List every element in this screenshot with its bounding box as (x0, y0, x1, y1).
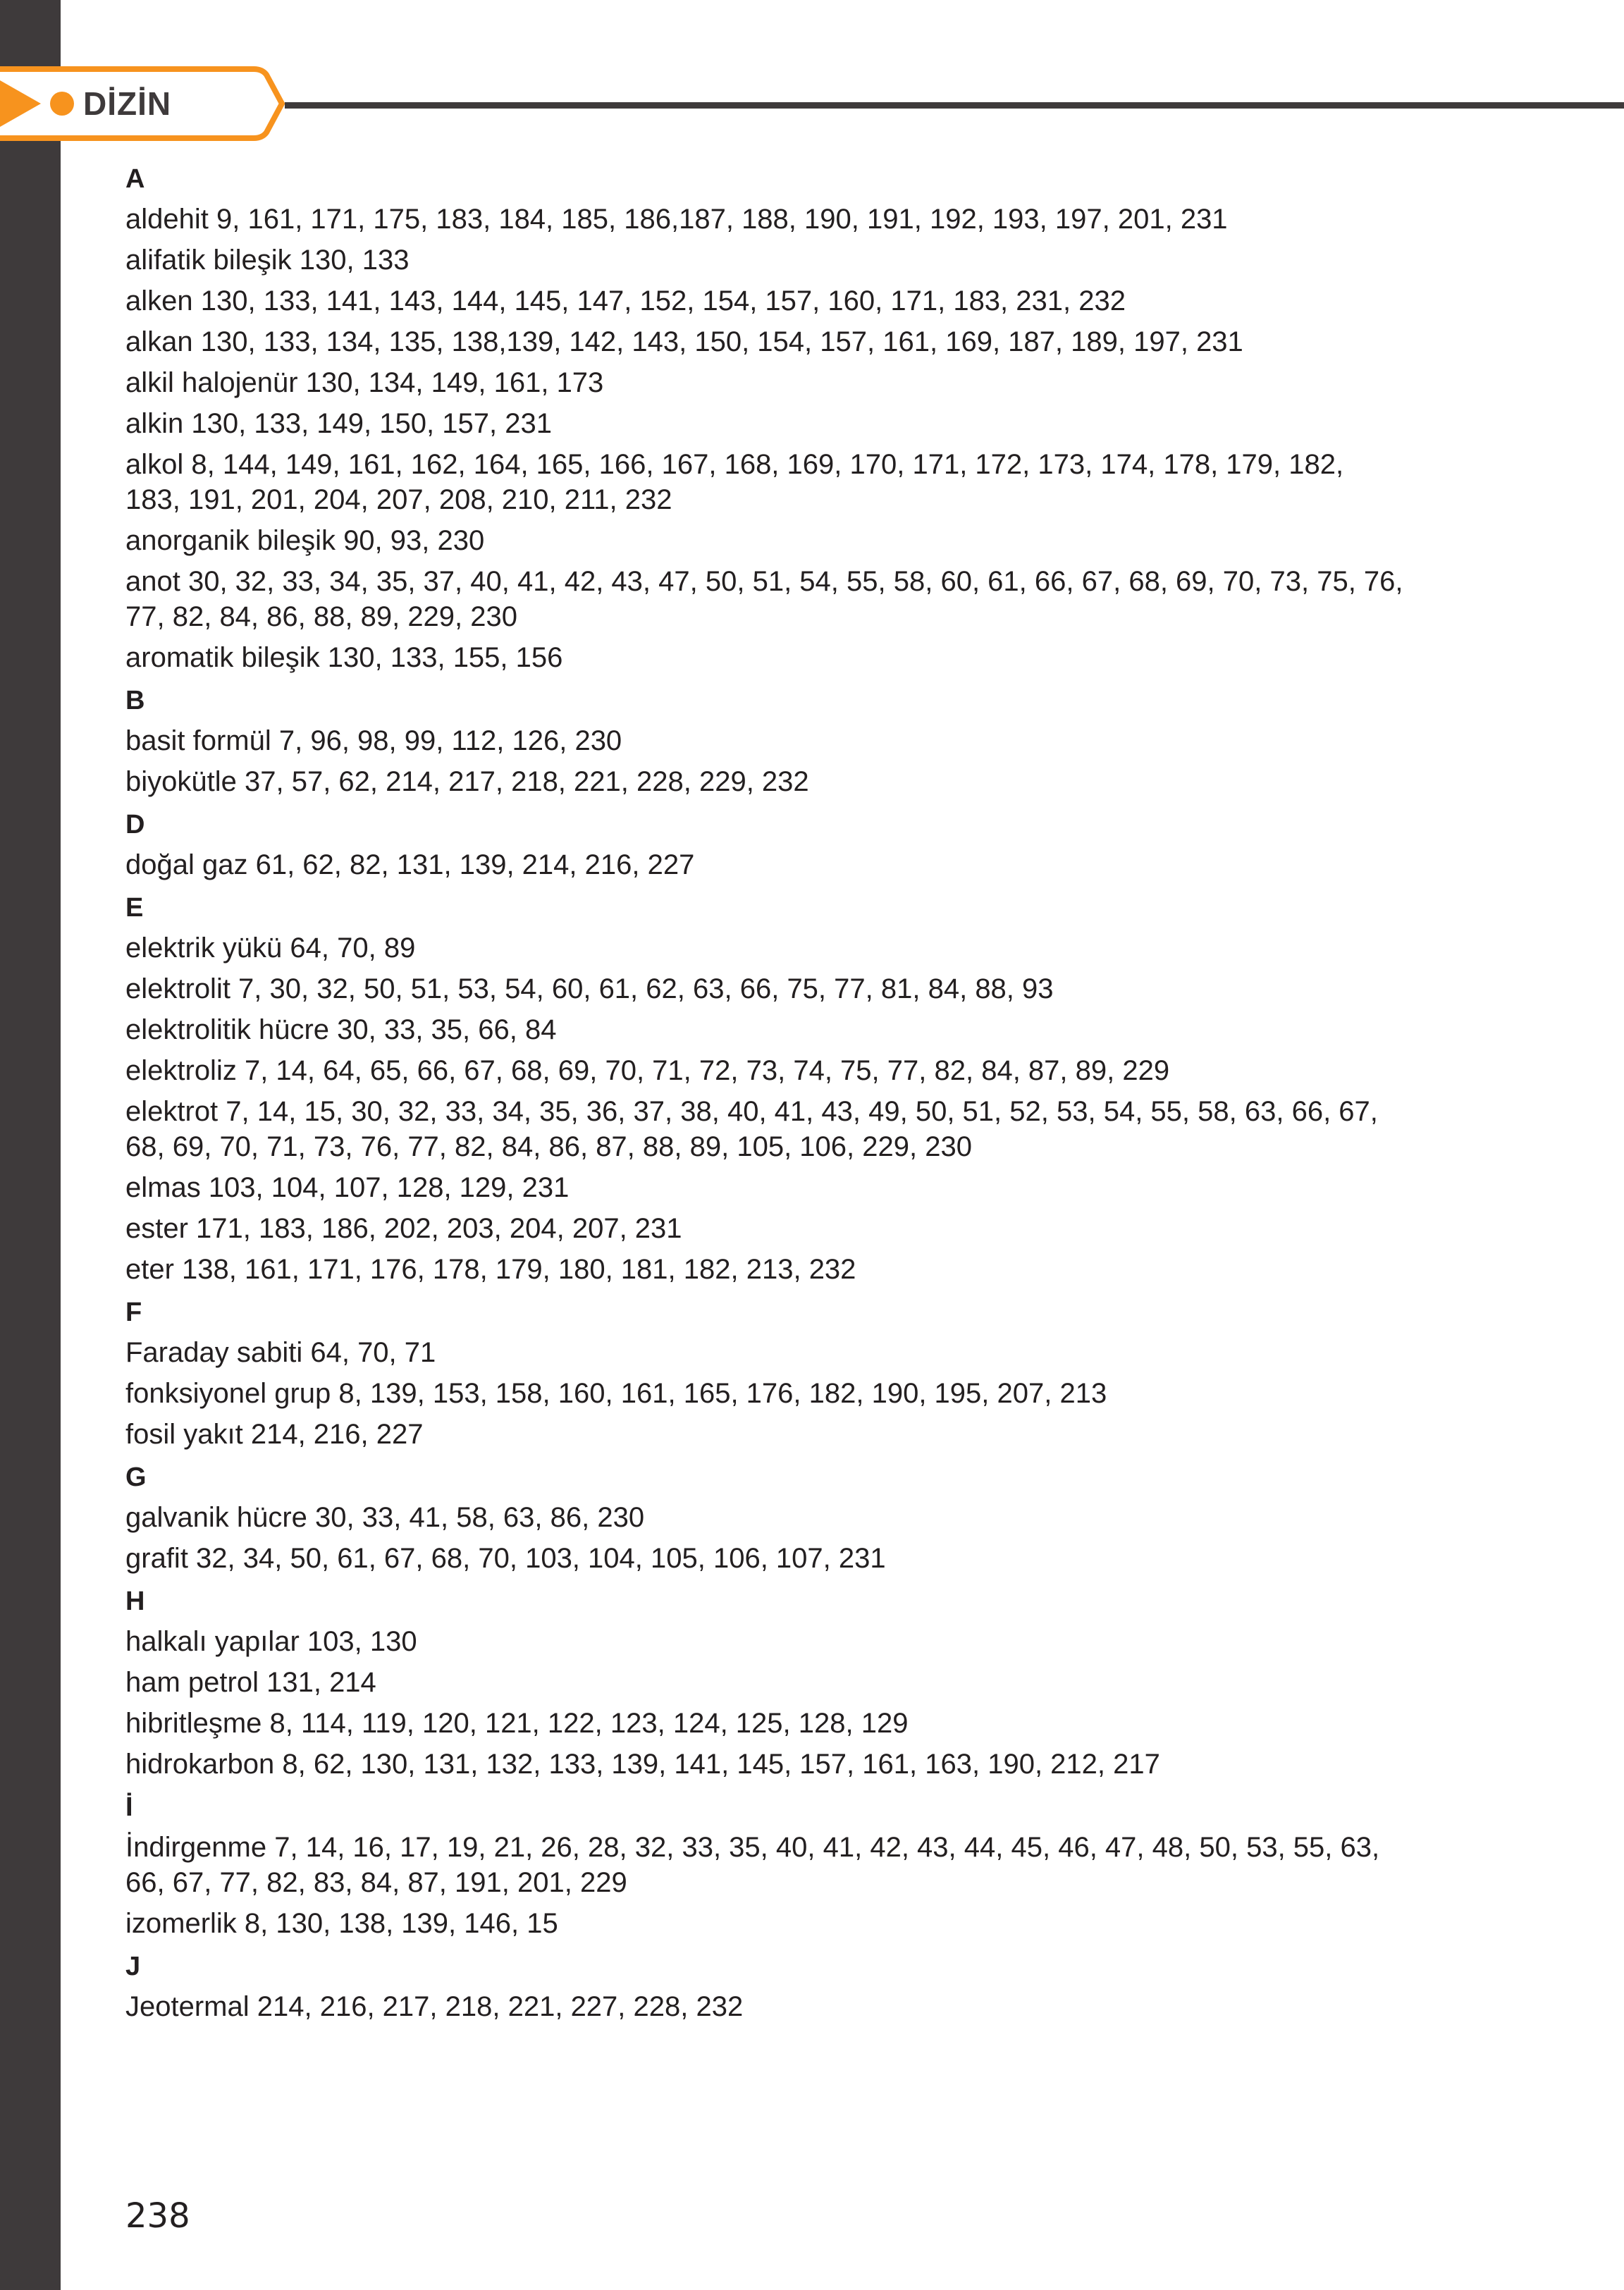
index-entry: elektrik yükü 64, 70, 89 (125, 932, 416, 964)
index-entry: alkol 8, 144, 149, 161, 162, 164, 165, 166, 167, 168, 169, 170, 171, 172, 173, 174, 178, 179, 182, 183, 191, 201, 204, 207, 208, 210, 211, 232 (125, 449, 1344, 515)
index-entry: aromatik bileşik 130, 133, 155, 156 (125, 642, 563, 673)
index-entry: doğal gaz 61, 62, 82, 131, 139, 214, 216, 227 (125, 849, 695, 880)
index-entry: elektrolit 7, 30, 32, 50, 51, 53, 54, 60, 61, 62, 63, 66, 75, 77, 81, 84, 88, 93 (125, 973, 1054, 1004)
index-section (125, 1459, 1507, 1576)
section-letter: G (125, 1463, 147, 1492)
index-entry: elektrot 7, 14, 15, 30, 32, 33, 34, 35, 36, 37, 38, 40, 41, 43, 49, 50, 51, 52, 53, 54, 55, 58, 63, 66, 67, 68, 69, 70, 71, 73, 76, 77, 82, 84, 86, 87, 88, 89, 105, 106, 229, 230 (125, 1096, 1378, 1162)
index-entry: Faraday sabiti 64, 70, 71 (125, 1337, 436, 1368)
index-entry: anorganik bileşik 90, 93, 230 (125, 525, 485, 556)
section-letter: B (125, 686, 145, 715)
index-entry: eter 138, 161, 171, 176, 178, 179, 180, 181, 182, 213, 232 (125, 1254, 856, 1285)
section-letter: İ (125, 1792, 133, 1822)
index-entry: elmas 103, 104, 107, 128, 129, 231 (125, 1172, 570, 1203)
index-section (125, 1948, 1507, 2024)
page-title: DİZİN (83, 85, 172, 122)
index-section (125, 682, 1507, 799)
header-rule (285, 102, 1624, 109)
page-number: 238 (125, 2196, 190, 2236)
section-letter: H (125, 1587, 145, 1616)
index-entry: ham petrol 131, 214 (125, 1667, 376, 1698)
index-entry: elektrolitik hücre 30, 33, 35, 66, 84 (125, 1014, 557, 1045)
index-section (125, 161, 1507, 675)
index-entry: anot 30, 32, 33, 34, 35, 37, 40, 41, 42, 43, 47, 50, 51, 54, 55, 58, 60, 61, 66, 67, 68, 69, 70, 73, 75, 76, 77, 82, 84, 86, 88, 89, 229, 230 (125, 566, 1403, 632)
index-content (125, 161, 1507, 2031)
index-entry: Jeotermal 214, 216, 217, 218, 221, 227, 228, 232 (125, 1991, 744, 2022)
index-entry: aldehit 9, 161, 171, 175, 183, 184, 185, 186,187, 188, 190, 191, 192, 193, 197, 201, 231 (125, 204, 1228, 235)
side-bar (0, 0, 61, 2290)
index-entry: elektroliz 7, 14, 64, 65, 66, 67, 68, 69, 70, 71, 72, 73, 74, 75, 77, 82, 84, 87, 89, 229 (125, 1055, 1170, 1086)
section-letter: F (125, 1298, 142, 1327)
section-letter: D (125, 810, 145, 839)
index-section (125, 1294, 1507, 1452)
index-entry: hidrokarbon 8, 62, 130, 131, 132, 133, 139, 141, 145, 157, 161, 163, 190, 212, 217 (125, 1749, 1160, 1780)
index-entry: ester 171, 183, 186, 202, 203, 204, 207, 231 (125, 1213, 682, 1244)
index-entry: biyokütle 37, 57, 62, 214, 217, 218, 221, 228, 229, 232 (125, 766, 809, 797)
index-entry: halkalı yapılar 103, 130 (125, 1626, 417, 1657)
index-section (125, 889, 1507, 1287)
index-section (125, 1583, 1507, 1782)
section-letter: E (125, 893, 144, 923)
index-entry: İndirgenme 7, 14, 16, 17, 19, 21, 26, 28, 32, 33, 35, 40, 41, 42, 43, 44, 45, 46, 47, 48, 50, 53, 55, 63, 66, 67, 77, 82, 83, 84, 87, 191, 201, 229 (125, 1832, 1380, 1898)
index-entry: alkan 130, 133, 134, 135, 138,139, 142, 143, 150, 154, 157, 161, 169, 187, 189, 197, 231 (125, 326, 1243, 357)
index-entry: fonksiyonel grup 8, 139, 153, 158, 160, 161, 165, 176, 182, 190, 195, 207, 213 (125, 1378, 1107, 1409)
index-entry: galvanik hücre 30, 33, 41, 58, 63, 86, 230 (125, 1502, 645, 1533)
bullet-dot-icon (50, 92, 74, 116)
index-entry: alkil halojenür 130, 134, 149, 161, 173 (125, 367, 604, 398)
index-entry: hibritleşme 8, 114, 119, 120, 121, 122, 123, 124, 125, 128, 129 (125, 1708, 909, 1739)
section-letter: A (125, 164, 145, 194)
index-section (125, 806, 1507, 882)
index-entry: fosil yakıt 214, 216, 227 (125, 1419, 424, 1450)
index-section (125, 1789, 1507, 1941)
index-entry: basit formül 7, 96, 98, 99, 112, 126, 230 (125, 725, 622, 756)
index-entry: alkin 130, 133, 149, 150, 157, 231 (125, 408, 552, 439)
index-entry: alifatik bileşik 130, 133 (125, 245, 410, 276)
index-entry: grafit 32, 34, 50, 61, 67, 68, 70, 103, 104, 105, 106, 107, 231 (125, 1543, 886, 1574)
section-letter: J (125, 1952, 141, 1981)
index-entry: izomerlik 8, 130, 138, 139, 146, 15 (125, 1908, 558, 1939)
index-entry: alken 130, 133, 141, 143, 144, 145, 147, 152, 154, 157, 160, 171, 183, 231, 232 (125, 285, 1126, 316)
